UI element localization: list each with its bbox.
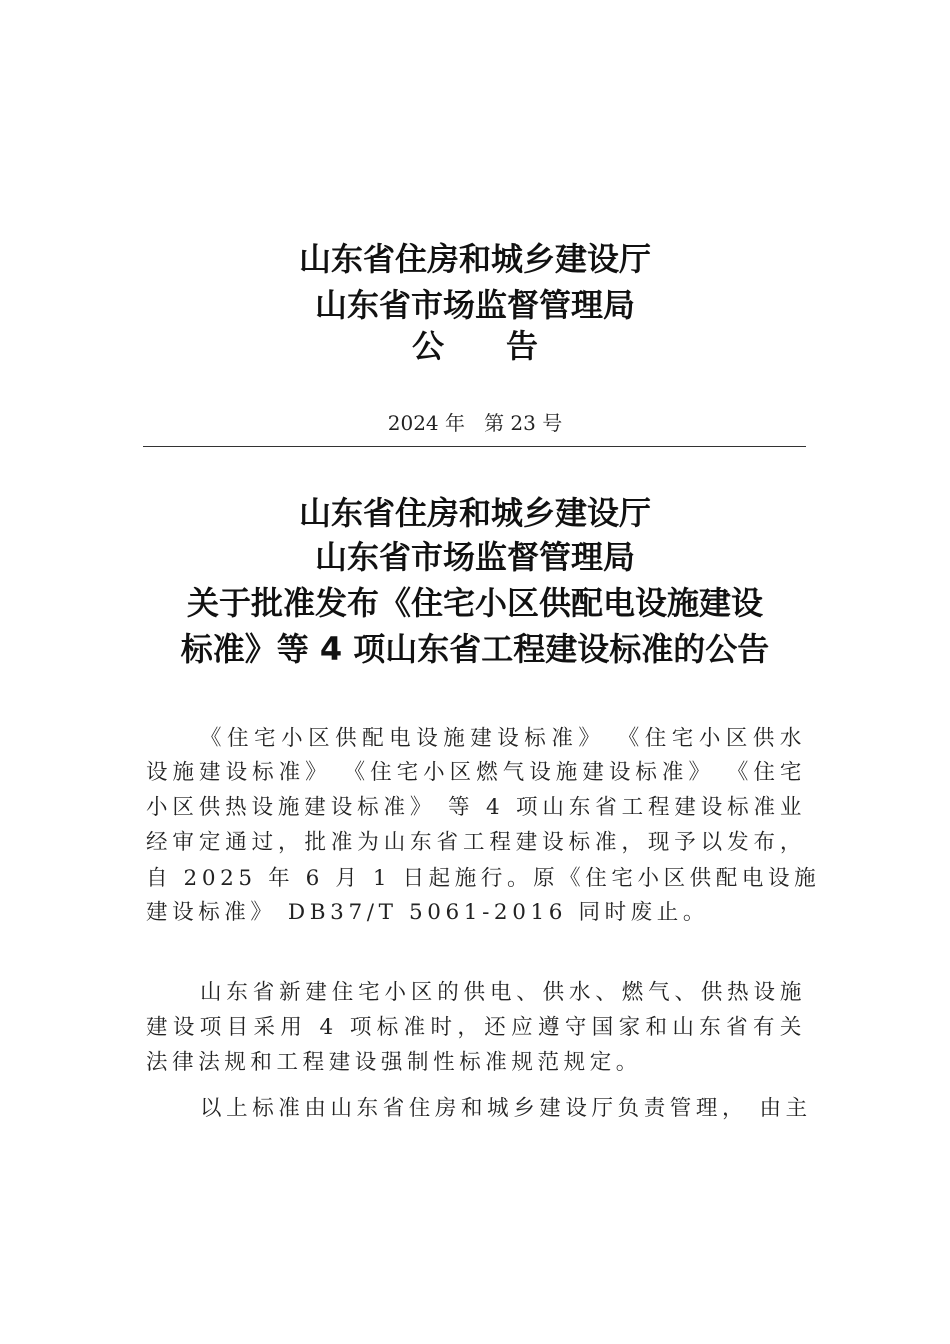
document-number: 2024 年 第 23 号 <box>387 411 563 435</box>
title-line-2: 山东省市场监督管理局 <box>314 538 635 576</box>
body-paragraph-3-line-1: 以上标准由山东省住房和城乡建设厅负责管理， 由主 <box>200 1096 812 1121</box>
issuer-line-2: 山东省市场监督管理局 <box>314 286 635 324</box>
header-divider <box>143 446 806 447</box>
body-paragraph-1-line-6: 建设标准》 DB37/T 5061-2016 同时废止。 <box>146 900 709 925</box>
body-paragraph-1-line-2: 设施建设标准》 《住宅小区燃气设施建设标准》 《住宅 <box>146 760 806 785</box>
body-paragraph-2-line-3: 法律法规和工程建设强制性标准规范规定。 <box>146 1050 642 1075</box>
document-type-char-2: 告 <box>506 327 539 365</box>
title-line-3: 关于批准发布《住宅小区供配电设施建设 <box>186 584 763 622</box>
body-paragraph-2-line-1: 山东省新建住宅小区的供电、供水、燃气、供热设施 <box>200 980 806 1005</box>
body-paragraph-1-line-1: 《住宅小区供配电设施建设标准》 《住宅小区供水 <box>200 726 806 751</box>
body-paragraph-1-line-5: 自 2025 年 6 月 1 日起施行。原《住宅小区供配电设施 <box>146 866 821 891</box>
body-paragraph-2-line-2: 建设项目采用 4 项标准时，还应遵守国家和山东省有关 <box>146 1015 806 1040</box>
title-line-4: 标准》等 4 项山东省工程建设标准的公告 <box>180 630 770 668</box>
body-paragraph-1-line-3: 小区供热设施建设标准》 等 4 项山东省工程建设标准业 <box>146 795 806 820</box>
document-type <box>0 323 950 369</box>
issuer-line-1: 山东省住房和城乡建设厅 <box>298 240 651 278</box>
body-paragraph-1-line-4: 经审定通过，批准为山东省工程建设标准，现予以发布， <box>146 830 806 855</box>
title-line-1: 山东省住房和城乡建设厅 <box>298 494 651 532</box>
document-type-char-1: 公 <box>411 327 444 365</box>
